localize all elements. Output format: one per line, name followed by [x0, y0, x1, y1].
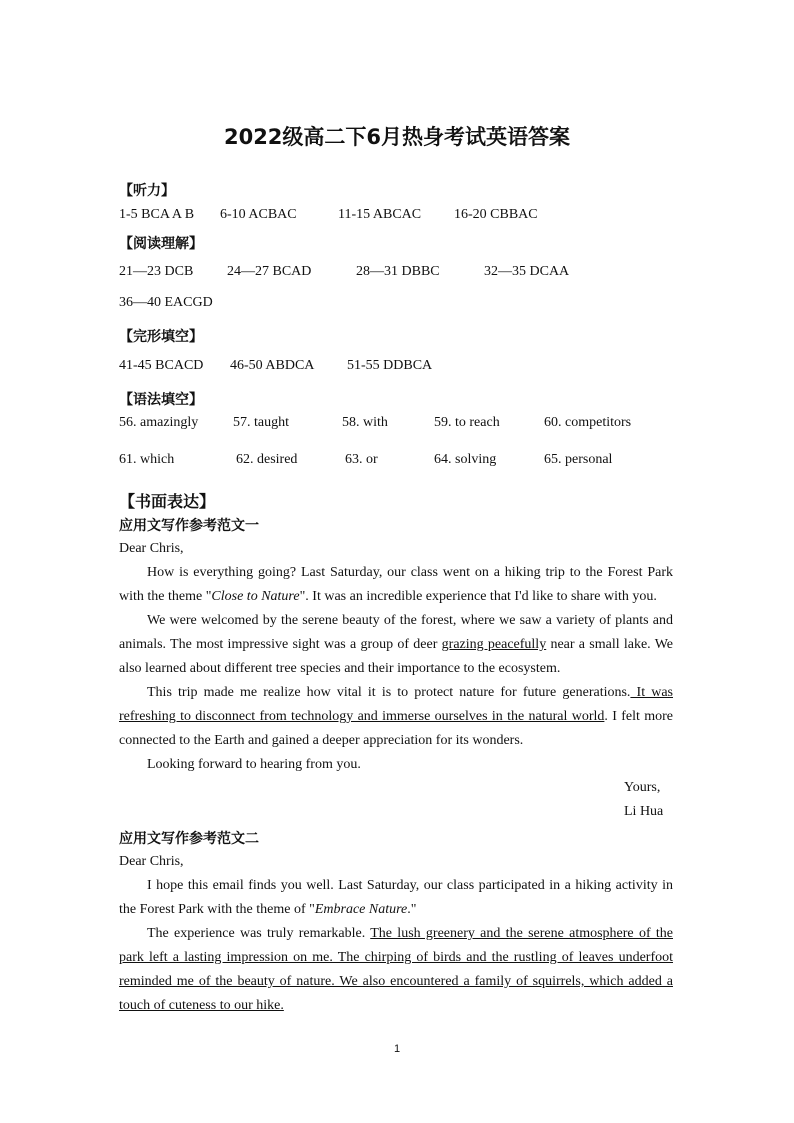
cloze-answer: 41-45 BCACD — [119, 358, 204, 373]
letter-greeting: Dear Chris, — [119, 854, 184, 869]
grammar-answer: 57. taught — [233, 415, 289, 430]
reading-answer: 24—27 BCAD — [227, 264, 312, 279]
letter-paragraph: We were welcomed by the serene beauty of the forest, where we saw a variety of plants and animals. The most impressive sight was a group of deer grazing peacefully near a small lake. We also learned about different tree species and their importance to the ecosystem. — [119, 613, 673, 676]
reading-answer: 21—23 DCB — [119, 264, 194, 279]
page-number: 1 — [393, 1043, 401, 1055]
grammar-answer: 63. or — [345, 452, 378, 467]
grammar-answer: 64. solving — [434, 452, 497, 467]
reading-answer: 32—35 DCAA — [484, 264, 570, 279]
grammar-heading: 【语法填空】 — [119, 392, 203, 408]
letter-paragraph: Looking forward to hearing from you. — [147, 757, 361, 772]
letter-paragraph: I hope this email finds you well. Last Saturday, our class participated in a hiking activity in the Forest Park with the theme of "Embrace Nature." — [119, 878, 673, 917]
grammar-answer: 59. to reach — [434, 415, 500, 430]
letter-greeting: Dear Chris, — [119, 541, 184, 556]
sample2-letter — [119, 850, 673, 1018]
listening-answer: 1-5 BCA A B — [119, 207, 195, 222]
listening-answer: 11-15 ABCAC — [338, 207, 422, 222]
cloze-heading: 【完形填空】 — [119, 329, 203, 345]
cloze-answer: 46-50 ABDCA — [230, 358, 315, 373]
cloze-answer: 51-55 DDBCA — [347, 358, 433, 373]
sample1-heading: 应用文写作参考范文一 — [119, 518, 259, 534]
letter-closing: Yours, — [624, 780, 661, 795]
sample1-letter — [119, 537, 673, 777]
grammar-answer: 65. personal — [544, 452, 613, 467]
reading-heading: 【阅读理解】 — [119, 236, 203, 252]
letter-paragraph: This trip made me realize how vital it is to protect nature for future generations. It was refreshing to disconnect from technology and immerse ourselves in the natural world. I felt more connected to the Earth and gained a deeper appreciation for its wonders. — [119, 685, 673, 748]
page-title: 2022级高二下6月热身考试英语答案 — [223, 125, 571, 149]
grammar-answer: 58. with — [342, 415, 388, 430]
grammar-answer: 61. which — [119, 452, 175, 467]
reading-answer: 28—31 DBBC — [356, 264, 440, 279]
listening-answer: 16-20 CBBAC — [454, 207, 538, 222]
listening-heading: 【听力】 — [119, 183, 175, 199]
letter-paragraph: The experience was truly remarkable. The lush greenery and the serene atmosphere of the park left a lasting impression on me. The chirping of birds and the rustling of leaves underfoot reminded me of the beauty of nature. We also encountered a family of squirrels, which added a touch of cuteness to our hike. — [119, 926, 673, 1013]
sample2-heading: 应用文写作参考范文二 — [119, 831, 259, 847]
writing-heading: 【书面表达】 — [119, 492, 216, 511]
grammar-answer: 56. amazingly — [119, 415, 199, 430]
letter-paragraph: How is everything going? Last Saturday, our class went on a hiking trip to the Forest Park with the theme "Close to Nature". It was an incredible experience that I'd like to share with you. — [119, 565, 673, 604]
letter-signature: Li Hua — [624, 804, 664, 819]
grammar-answer: 62. desired — [236, 452, 298, 467]
listening-answer: 6-10 ACBAC — [220, 207, 297, 222]
grammar-answer: 60. competitors — [544, 415, 632, 430]
reading-answer: 36—40 EACGD — [119, 295, 213, 310]
